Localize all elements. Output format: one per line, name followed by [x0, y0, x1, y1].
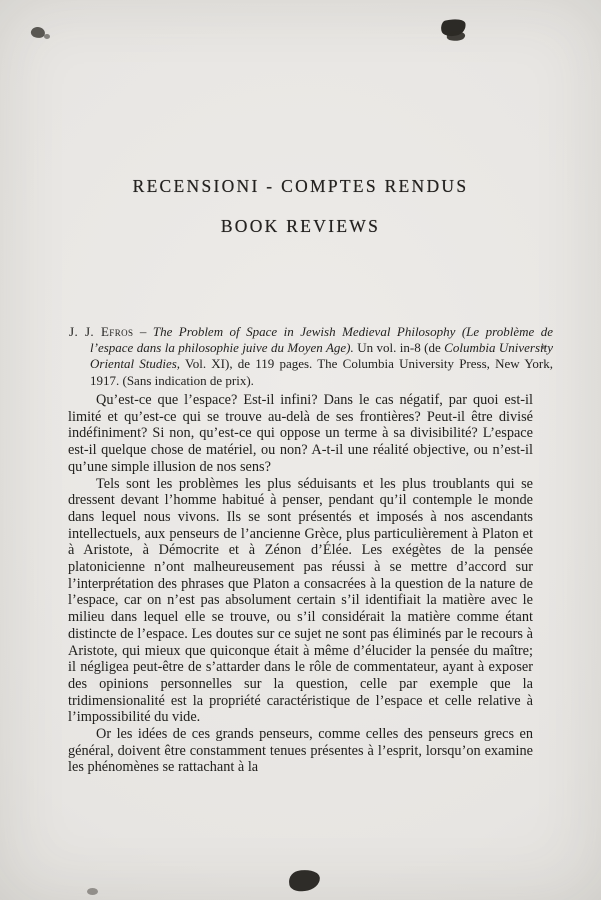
- paragraph-1: Qu’est-ce que l’espace? Est-il infini? Dans le cas négatif, par quoi est-il limité et qu’est-ce qui se trouve au-delà de ses frontières? Peut-il être divisé indéfiniment? Si non, qu’est-ce qui oppose un terme à sa divisibilité? L’espace est-il quelque chose de matériel, ou non? A-t-il une réalité objective, ou n’est-il qu’une simple illusion de nos sens?: [68, 392, 533, 475]
- review-detail-2: Vol. XI), de 119 pages. The Columbia University Press, New York, 1917. (Sans indication de prix).: [90, 356, 553, 388]
- review-citation: [69, 324, 553, 389]
- scan-artifact-bottom-center: [288, 868, 321, 892]
- paragraph-2: Tels sont les problèmes les plus séduisants et les plus troublants qui se dressent devant l’homme habitué à penser, pendant qu’il contemple le monde dans lequel nous vivons. Ils se sont présentés et imposés à nos ascendants intellectuels, aux penseurs de l’ancienne Grèce, plus particulièrement à Platon et à Aristote, à Démocrite et à Zénon d’Élée. Les exégètes de la pensée platonicienne n’ont malheureusement pas réussi à se mettre d’accord sur l’interprétation des phrases que Platon a consacrées à la question de la nature de l’espace, car on n’est pas absolument certain s’il identifiait la matière avec le milieu dans lequel elle se trouve, ou s’il considérait la matière comme étant distincte de l’espace. Les doutes sur ce sujet ne sont pas éliminés par le recours à Aristote, qui mieux que quiconque était à même d’élucider la pensée du maître; il négligea peut-être de s’attarder dans le rôle de commentateur, ayant à exposer des opinions personnelles sur la question, celle par exemple que la tridimensionalité est la propriété caractéristique de l’espace et celle relative à l’impossibilité du vide.: [68, 475, 533, 726]
- scan-artifact-top-right-dot: [446, 30, 465, 42]
- review-detail-1: Un vol. in-8 (de: [357, 340, 441, 356]
- review-separator-dash: –: [139, 324, 147, 339]
- scan-artifact-bottom-left: [87, 888, 98, 895]
- paragraph-3: Or les idées de ces grands penseurs, comme celles des penseurs grecs en général, doivent être constamment tenues présentes à l’esprit, lorsqu’on examine les phénomènes se rattachant à la: [68, 726, 533, 776]
- review-author: J. J. Efros: [69, 324, 134, 339]
- section-heading-line2: BOOK REVIEWS: [220, 216, 381, 236]
- scan-artifact-top-left-dot: [44, 34, 50, 39]
- review-body: [68, 392, 533, 776]
- review-series-title: Columbia University Oriental Studies,: [90, 340, 554, 372]
- review-book-title: The Problem of Space in Jewish Medieval Philosophy (Le problème de l’espace dans la philosophie juive du Moyen Age).: [90, 324, 553, 356]
- section-heading-line1: RECENSIONI - COMPTES RENDUS: [132, 176, 469, 196]
